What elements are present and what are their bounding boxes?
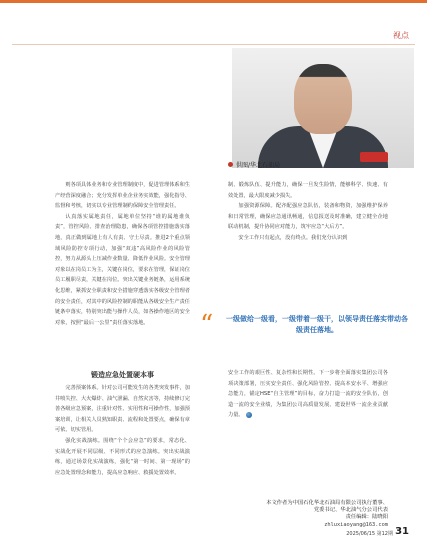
credit-line: 本文作者为中国石化华北石油局有限公司执行董事、 [266,500,388,506]
photo-caption [228,160,280,169]
page-number: 31 [395,526,409,537]
author-credit [238,500,388,529]
pull-quote-text: 一级做给一级看，一级带着一级干，以领导责任落实带动各级责任落地。 [226,315,408,334]
photo-name-badge [360,152,388,162]
paragraph [228,368,388,421]
paragraph: 制、锻炼队伍、提升能力，确保一旦发生险情，能够科学、快速、有效处置，最大限度减少损失。 [228,182,388,199]
paragraph: 强化实战演练。围绕“个个会应急”的要求，常态化、实战化开展不同层级、不同形式的应急演练。突出实战演练，通过场景化实战演练，强化“第一时间、第一现场”的应急处置理念和能力，提高应急响应、救援处置效率。 [55,437,190,476]
portrait-photo [232,48,414,168]
sub-heading: 锻造应急处置硬本事 [91,371,154,379]
pull-quote [200,312,410,342]
right-column-top [228,180,388,244]
header-divider [12,44,415,45]
paragraph: 完善预案体系。针对公司可能发生的各类突发事件，加井喷失控、大火爆炸、油气泄漏、自然灾害等，持续修订完善各级应急预案，注重针对性、实用性和可操作性，加强预案培训，让相关人员熟知职责、流程和处置要点，确保有章可依、切实管用。 [55,385,190,434]
section-tag: 视点 [393,31,409,40]
bullet-dot-icon [228,162,233,167]
paragraph-text: 安全工作的艰巨性、复杂性和长期性。下一步将全面落实集团公司各项决策部署，压实安全责任、强化风险管控、提高本安水平、增强应急能力，锚定HSE“自主管理”的目标，奋力打造一流的安全队伍，创造一流的安全业绩，为集团公司高质量发展、建设世界一流企业贡献力量。 [228,370,388,419]
paragraph: 加强资源保障。配齐配强应急队伍，装备和物资，加强维护保养和日常管理，确保应急通讯畅通，信息报送及时准确，建立健全企地联动机制，提升协同应对能力，筑牢应急“大后方”。 [228,203,388,231]
photo-head [294,64,352,134]
quote-mark-icon: “ [200,310,214,340]
right-column-bottom [228,368,388,421]
photo-caption-text: 供图/华北石油局 [236,162,281,169]
globe-end-icon [246,412,252,418]
editor-line: 责任编辑：陆晓阳 [345,514,388,521]
paragraph: 安全工作只有起点，没有终点。我们充分认识到 [238,234,348,241]
top-accent-rule [0,0,427,3]
paragraph: 认真落实属地责任，属地单位坚持“谁的属地谁负责”，管控风险、排查治理隐患，确保各项管控措施落实落地，真正做到属地上有人有责、守土尽责。推进2个重点领域风险防控专项行动，加强“双违”高风险作业的风险管控，努力从源头上压减作业数量、降低作业风险。安全管理对象以在岗员工为主，关键在岗位，要求在管理，保证岗位员工履职尽责，关键在岗位。突出关键业务链条，运用系统化思维，紧抓安全职责和安全措施穿透落实各级安全管理者的安全责任，对其中的风险控制的职能从各级安全生产责任链条中落实，特别突出能与操作人员，如各操作地区的安全对象，按照“最后一公里”责任落实落地。 [55,213,190,326]
paragraph: 则各项具体业务和专业管理制度中，促进管理体系和生产经营深度融合；充分发挥单业企业务实效能，强化指导、监督和考核，切实以专业管理制约保障安全管理责任。 [55,182,190,210]
issue-date: 2025/06/15 第12期 [346,531,393,537]
left-column-top [55,180,190,328]
credit-line: 党委书记、华北油气分公司代表 [313,507,388,514]
editor-email: zhluxiaoyang@163.com [324,521,388,528]
left-column-bottom [55,383,190,478]
